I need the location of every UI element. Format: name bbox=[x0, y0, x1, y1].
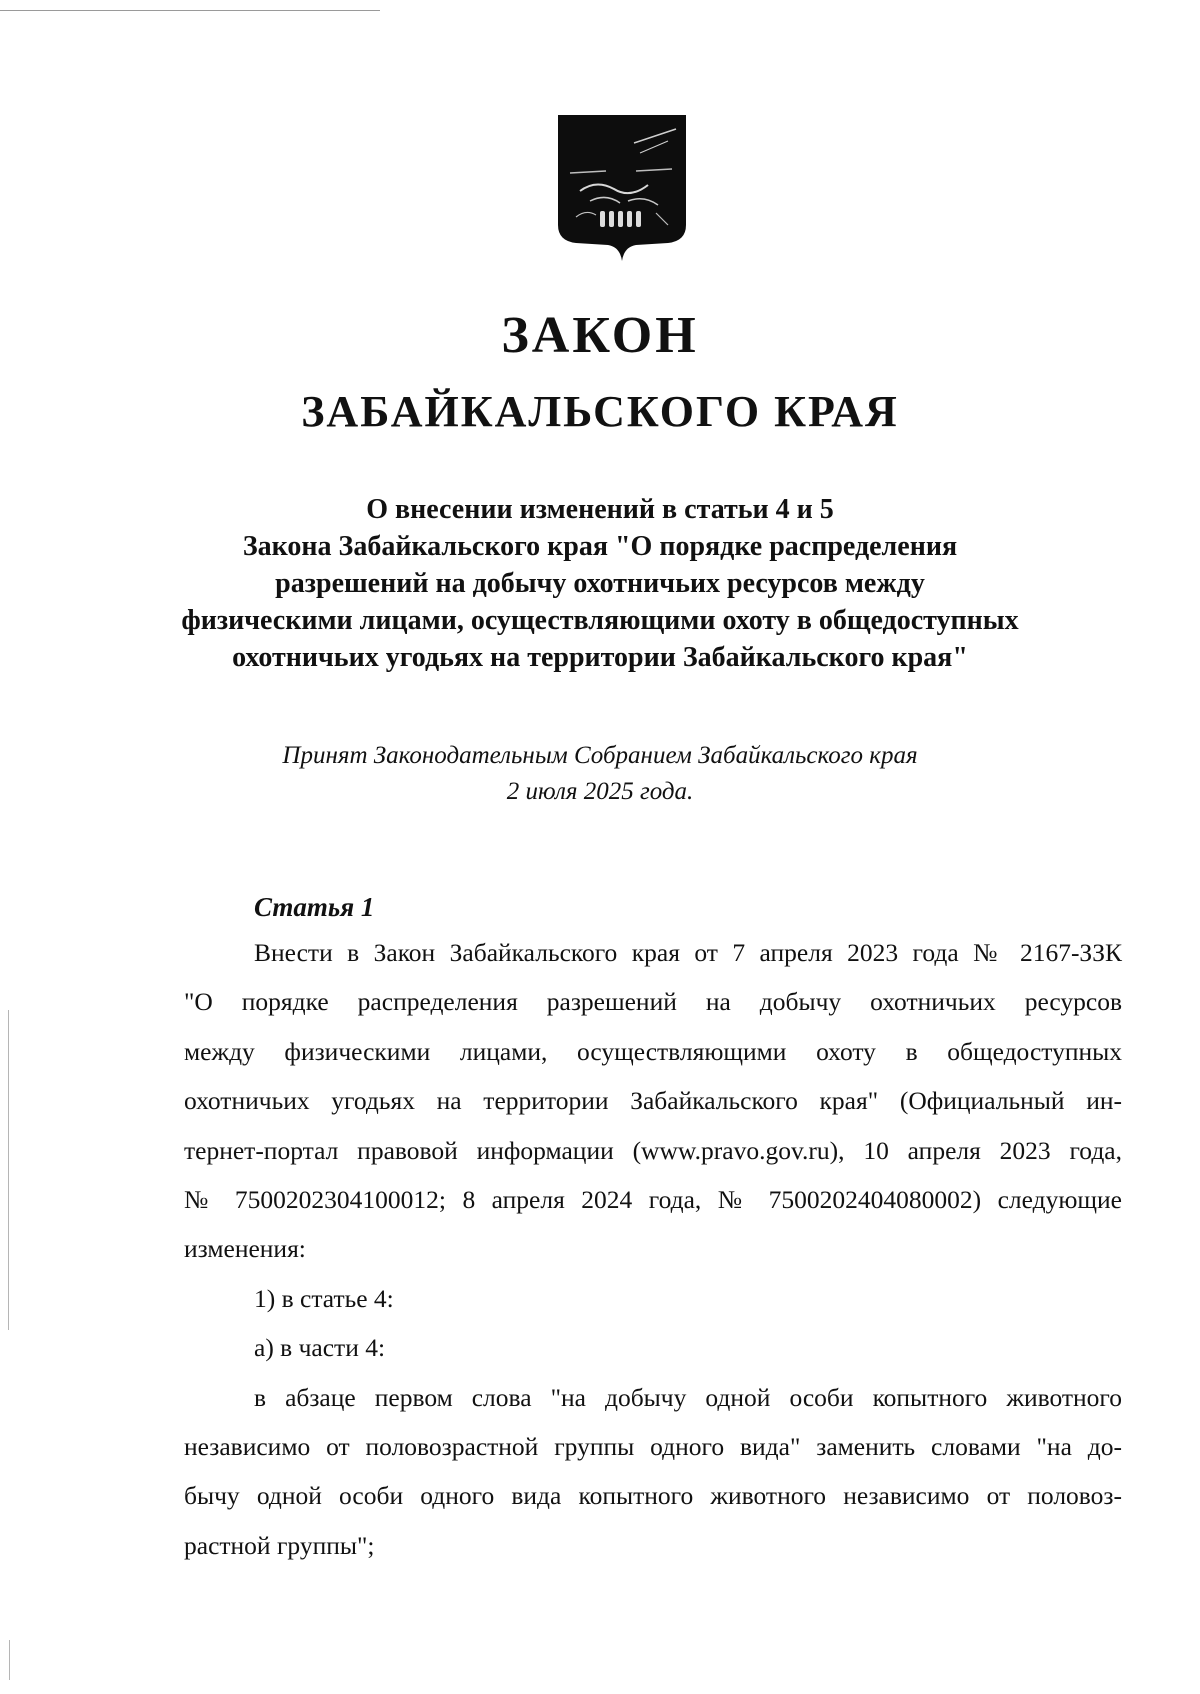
list-item: 1) в статье 4: bbox=[254, 1283, 394, 1313]
paragraph-line: "О порядке распределения разрешений на добычу охотничьих ресурсов bbox=[184, 987, 1122, 1017]
subject-line: О внесении изменений в статьи 4 и 5 bbox=[366, 494, 834, 525]
paragraph-line: растной группы"; bbox=[184, 1530, 375, 1560]
adoption-date: 2 июля 2025 года. bbox=[506, 778, 694, 805]
paragraph-line: между физическими лицами, осуществляющими охоту в общедоступных bbox=[184, 1036, 1122, 1066]
paragraph-line: охотничьих угодьях на территории Забайкальского края" (Официальный ин- bbox=[184, 1086, 1122, 1116]
scan-artifact-left-mark bbox=[8, 1010, 9, 1330]
coat-of-arms-icon bbox=[556, 113, 688, 263]
subject-line: охотничьих угодьях на территории Забайкальского края" bbox=[232, 642, 968, 673]
scan-artifact-bottom-mark bbox=[9, 1640, 10, 1680]
article-paragraph bbox=[184, 928, 1122, 1570]
list-subitem: а) в части 4: bbox=[254, 1333, 386, 1363]
subject-line: Закона Забайкальского края "О порядке распределения bbox=[242, 531, 958, 562]
law-region-title: ЗАБАЙКАЛЬСКОГО КРАЯ bbox=[301, 387, 899, 436]
paragraph-line: Внести в Закон Забайкальского края от 7 апреля 2023 года № 2167-ЗЗК bbox=[254, 938, 1122, 967]
paragraph-line: в абзаце первом слова "на добычу одной особи копытного животного bbox=[254, 1382, 1122, 1412]
article-heading: Статья 1 bbox=[254, 892, 375, 922]
scan-artifact-top-line bbox=[0, 10, 380, 11]
paragraph-line: бычу одной особи одного вида копытного животного независимо от половоз- bbox=[184, 1481, 1122, 1511]
law-subject bbox=[150, 491, 1050, 676]
adoption-body: Принят Законодательным Собранием Забайкальского края bbox=[282, 742, 918, 769]
coat-of-arms-shield bbox=[556, 113, 688, 263]
subject-line: разрешений на добычу охотничьих ресурсов между bbox=[275, 568, 925, 599]
paragraph-line: изменения: bbox=[184, 1234, 306, 1264]
law-title: ЗАКОН bbox=[501, 307, 699, 364]
paragraph-line: № 7500202304100012; 8 апреля 2024 года, № 7500202404080002) следующие bbox=[184, 1185, 1122, 1215]
subject-line: физическими лицами, осуществляющими охоту в общедоступных bbox=[181, 605, 1019, 636]
paragraph-line: тернет-портал правовой информации (www.pravo.gov.ru), 10 апреля 2023 года, bbox=[184, 1135, 1122, 1165]
paragraph-line: независимо от половозрастной группы одного вида" заменить словами "на до- bbox=[184, 1432, 1122, 1462]
adoption-note bbox=[150, 738, 1050, 810]
